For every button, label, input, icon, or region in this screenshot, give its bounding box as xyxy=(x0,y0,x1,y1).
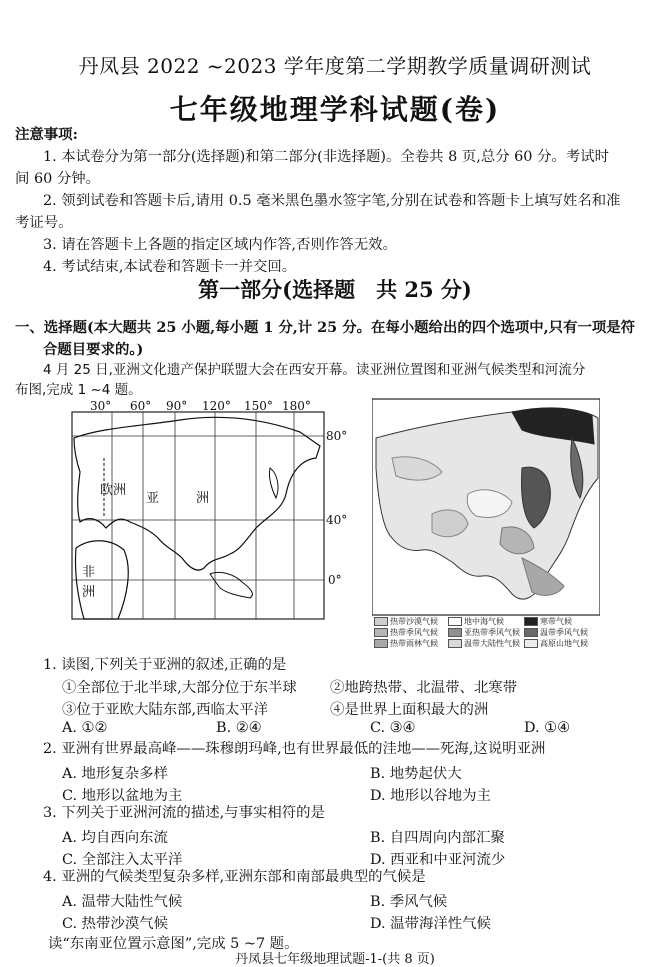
next-question-prompt: 读“东南亚位置示意图”,完成 5 ~7 题。 xyxy=(48,936,299,952)
q4-option-a[interactable]: A. 温带大陆性气候 xyxy=(62,894,183,910)
legend-item-0: 热带沙漠气候 xyxy=(374,616,438,627)
q4-option-b[interactable]: B. 季风气候 xyxy=(370,894,448,910)
section-instruction: 一、选择题(本大题共 25 小题,每小题 1 分,计 25 分。在每小题给出的四个选项中,只有一项是符 xyxy=(15,319,636,336)
exam-header: 丹凤县 2022 ~2023 学年度第二学期教学质量调研测试 xyxy=(78,54,592,78)
legend-item-1: 地中海气候 xyxy=(448,616,504,627)
question-context: 4 月 25 日,亚洲文化遗产保护联盟大会在西安开幕。读亚洲位置图和亚洲气候类型和河流分 xyxy=(43,362,586,378)
q4-option-d[interactable]: D. 温带海洋性气候 xyxy=(370,916,491,932)
q3-option-a[interactable]: A. 均自西向东流 xyxy=(62,830,168,846)
lat-label-80: 80° xyxy=(326,429,348,443)
label-asia-1: 亚 xyxy=(146,491,160,506)
q1-statement-4: ④是世界上面积最大的洲 xyxy=(330,702,489,718)
question-context-cont: 布图,完成 1 ~4 题。 xyxy=(15,382,142,398)
legend-item-7: 温带大陆性气候 xyxy=(448,638,520,649)
q2-option-c[interactable]: C. 地形以盆地为主 xyxy=(62,788,183,804)
q1-option-b[interactable]: B. ②④ xyxy=(216,720,262,736)
q1-option-a[interactable]: A. ①② xyxy=(62,720,108,736)
lon-label-120: 120° xyxy=(202,399,231,413)
q3-option-b[interactable]: B. 自四周向内部汇聚 xyxy=(370,830,505,846)
q3-option-c[interactable]: C. 全部注入太平洋 xyxy=(62,852,183,868)
lon-label-60: 60° xyxy=(130,399,152,413)
asia-location-map xyxy=(70,398,370,620)
question-1-stem: 1. 读图,下列关于亚洲的叙述,正确的是 xyxy=(43,657,287,673)
lon-label-90: 90° xyxy=(166,399,188,413)
notice-item-2-cont: 考证号。 xyxy=(15,215,73,231)
lon-label-180: 180° xyxy=(282,399,311,413)
lon-label-30: 30° xyxy=(90,399,112,413)
q1-statement-1: ①全部位于北半球,大部分位于东半球 xyxy=(62,680,297,696)
lon-label-150: 150° xyxy=(244,399,273,413)
legend-item-2: 寒带气候 xyxy=(524,616,572,627)
q2-option-a[interactable]: A. 地形复杂多样 xyxy=(62,766,168,782)
q1-statement-2: ②地跨热带、北温带、北寒带 xyxy=(330,680,518,696)
label-asia-2: 洲 xyxy=(196,491,210,506)
label-europe: 欧洲 xyxy=(100,483,127,498)
q1-statement-3: ③位于亚欧大陆东部,西临太平洋 xyxy=(62,702,269,718)
q4-option-c[interactable]: C. 热带沙漠气候 xyxy=(62,916,168,932)
q2-option-b[interactable]: B. 地势起伏大 xyxy=(370,766,462,782)
notice-item-2: 2. 领到试卷和答题卡后,请用 0.5 毫米黑色墨水签字笔,分别在试卷和答题卡上填写姓名和准 xyxy=(43,193,621,209)
lat-label-40: 40° xyxy=(326,513,348,527)
legend-item-6: 热带雨林气候 xyxy=(374,638,438,649)
label-africa-1: 非 xyxy=(82,565,96,580)
legend-item-8: 高原山地气候 xyxy=(524,638,588,649)
notice-item-1-cont: 间 60 分钟。 xyxy=(15,171,101,187)
legend-item-3: 热带季风气候 xyxy=(374,627,438,638)
section-instruction-cont: 合题目要求的。) xyxy=(43,341,144,358)
notice-item-1: 1. 本试卷分为第一部分(选择题)和第二部分(非选择题)。全卷共 8 页,总分 60 分。考试时 xyxy=(43,149,609,165)
notice-item-4: 4. 考试结束,本试卷和答题卡一并交回。 xyxy=(43,259,297,275)
page-title: 七年级地理学科试题(卷) xyxy=(169,93,501,126)
asia-climate-map xyxy=(372,398,600,650)
q1-option-c[interactable]: C. ③④ xyxy=(370,720,416,736)
lat-label-0: 0° xyxy=(328,573,342,587)
climate-legend xyxy=(372,616,600,650)
notice-item-3: 3. 请在答题卡上各题的指定区域内作答,否则作答无效。 xyxy=(43,237,397,253)
q3-option-d[interactable]: D. 西亚和中亚河流少 xyxy=(370,852,506,868)
legend-item-4: 亚热带季风气候 xyxy=(448,627,520,638)
section-title: 第一部分(选择题 共 25 分) xyxy=(198,277,472,302)
legend-item-5: 温带季风气候 xyxy=(524,627,588,638)
question-4-stem: 4. 亚洲的气候类型复杂多样,亚洲东部和南部最典型的气候是 xyxy=(43,869,426,885)
page-footer: 丹凤县七年级地理试题-1-(共 8 页) xyxy=(235,952,435,967)
q2-option-d[interactable]: D. 地形以谷地为主 xyxy=(370,788,491,804)
notice-label: 注意事项: xyxy=(15,126,78,143)
question-3-stem: 3. 下列关于亚洲河流的描述,与事实相符的是 xyxy=(43,805,325,821)
label-africa-2: 洲 xyxy=(82,585,96,600)
q1-option-d[interactable]: D. ①④ xyxy=(524,720,570,736)
question-2-stem: 2. 亚洲有世界最高峰——珠穆朗玛峰,也有世界最低的洼地——死海,这说明亚洲 xyxy=(43,741,546,757)
